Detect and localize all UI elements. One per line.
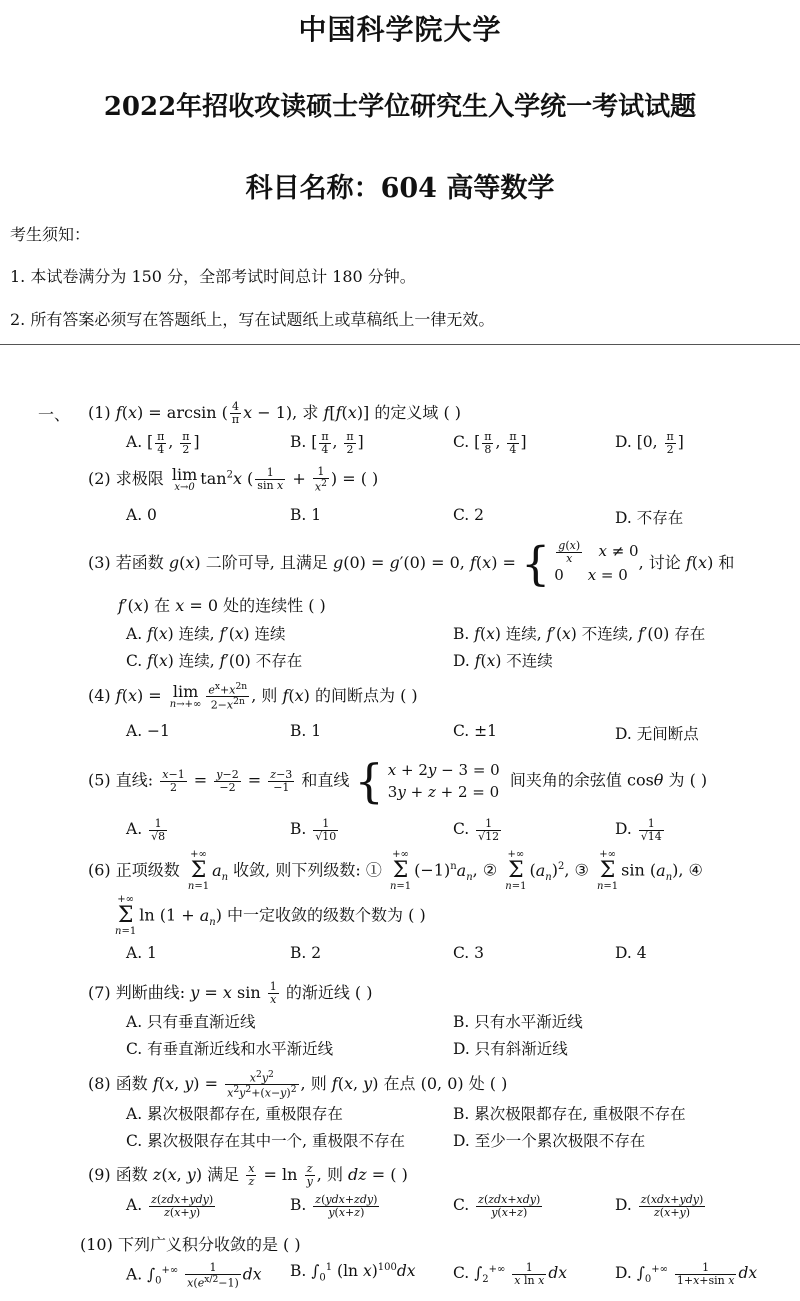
- question-number: (1): [88, 403, 111, 422]
- option-9d: D. $\frac{\text{z(xdx+ydy)}}{z(x+y)}$: [615, 1193, 704, 1219]
- question-1: (1) f(x) = arcsin ( $\frac{4}{\pi}$ x − 1), 求 f[f(x)] 的定义域 ( ): [88, 400, 462, 426]
- option-1b: B. [ $\frac{\pi}{4}$ , $\frac{\pi}{2}$ ]: [290, 430, 364, 456]
- option-10b: B. $\int_0^1$ (ln x)$^{100}$dx: [290, 1262, 416, 1284]
- question-8: (8) 函数 f(x, y) = $\frac{x^2y^2}{x^2y^2+(x-y)^2}$ , 则 f(x, y) 在点 (0, 0) 处 ( ): [88, 1069, 508, 1100]
- subject-title: 科目名称：604 高等数学: [245, 173, 555, 204]
- option-10a: A. $\int_0^{+\infty}$ $\frac{1}{x(e^{x/2}-1)}$ dx: [126, 1261, 262, 1290]
- question-7: (7) 判断曲线: y = x sin $\frac{1}{x}$ 的渐近线 ( ): [88, 980, 373, 1006]
- option-5b: B. $\frac{1}{√10}$: [290, 817, 337, 843]
- option-3a: A. f(x) 连续, f′(x) 连续: [126, 625, 286, 643]
- option-9b: B. $\frac{\text{z(ydx+zdy)}}{y(x+z)}$: [290, 1193, 378, 1219]
- option-6a: A. 1: [126, 944, 157, 962]
- question-3-line2: f′(x) 在 x = 0 处的连续性 ( ): [118, 596, 326, 615]
- question-5: (5) 直线: $\frac{x-1}{2}$ = $\frac{y-2}{-2}$ = $\frac{z-3}{-1}$ 和直线 { x + 2y − 3 = 0 3y + z + 2 = 0 间夹角的余弦值 cosθ 为 ( ): [88, 754, 708, 808]
- university-title: 中国科学院大学: [298, 13, 502, 46]
- notice-heading: 考生须知：: [10, 225, 91, 244]
- option-8d: D. 至少一个累次极限不存在: [453, 1132, 646, 1150]
- question-3: (3) 若函数 g(x) 二阶可导, 且满足 g(0) = g′(0) = 0, f(x) = { $\frac{g(x)}{x}$ x ≠ 0 0 x = 0 , 讨论 f(x) 和: [88, 536, 735, 591]
- option-5a: A. $\frac{1}{√8}$: [126, 817, 166, 843]
- notice-item-2: 2. 所有答案必须写在答题纸上，写在试题纸上或草稿纸上一律无效。: [10, 310, 495, 329]
- question-stem: f: [115, 403, 122, 422]
- option-4b: B. 1: [290, 722, 322, 740]
- option-7b: B. 只有水平渐近线: [453, 1013, 583, 1031]
- option-6b: B. 2: [290, 944, 322, 962]
- option-4c: C. ±1: [453, 722, 498, 740]
- option-4d: D. 无间断点: [615, 725, 699, 743]
- option-6c: C. 3: [453, 944, 485, 962]
- option-9c: C. $\frac{\text{z(zdx+xdy)}}{y(x+z)}$: [453, 1193, 541, 1219]
- divider: [0, 344, 800, 345]
- option-10c: C. $\int_2^{+\infty}$ $\frac{1}{\text{x ln x}}$ dx: [453, 1261, 567, 1287]
- question-4: (4) f(x) = lim n→+∞ $\frac{e^x+x^{2n}}{2-x^{2n}}$ , 则 f(x) 的间断点为 ( ): [88, 681, 418, 712]
- option-2b: B. 1: [290, 506, 322, 524]
- question-6: (6) 正项级数 +∞ Σ n=1 $a_n$ 收敛, 则下列级数: ① +∞ Σ n=1 $(-1)^na_n$, ② +∞ Σ n=1 $(a_n)^2$, ③ +∞ Σ n=1 $\sin (a_n)$, ④: [88, 849, 703, 892]
- question-6-line2: +∞ Σ n=1 $\ln (1 + a_n)$ 中一定收敛的级数个数为 ( ): [115, 894, 426, 937]
- question-9: (9) 函数 z(x, y) 满足 $\frac{x}{z}$ = ln $\frac{z}{y}$ , 则 dz = ( ): [88, 1162, 408, 1188]
- option-8a: A. 累次极限都存在, 重极限存在: [126, 1105, 343, 1123]
- question-2: (2) 求极限 lim x→0 $\tan^2x$ ( $\frac{1}{\text{sin x}}$ + $\frac{1}{x^2}$ ) = ( ): [88, 464, 379, 494]
- option-7a: A. 只有垂直渐近线: [126, 1013, 256, 1031]
- option-1c: C. [ $\frac{\pi}{8}$ , $\frac{\pi}{4}$ ]: [453, 430, 527, 456]
- option-6d: D. 4: [615, 944, 647, 962]
- option-4a: A. −1: [126, 722, 170, 740]
- option-9a: A. $\frac{\text{z(zdx+ydy)}}{z(x+y)}$: [126, 1193, 214, 1219]
- option-8c: C. 累次极限存在其中一个, 重极限不存在: [126, 1132, 406, 1150]
- option-5d: D. $\frac{1}{√14}$: [615, 817, 662, 843]
- option-7d: D. 只有斜渐近线: [453, 1040, 568, 1058]
- option-7c: C. 有垂直渐近线和水平渐近线: [126, 1040, 334, 1058]
- section-label: 一、: [38, 405, 71, 424]
- option-5c: C. $\frac{1}{√12}$: [453, 817, 500, 843]
- option-1d: D. [0, $\frac{\pi}{2}$ ]: [615, 430, 684, 456]
- option-3c: C. f(x) 连续, f′(0) 不存在: [126, 652, 303, 670]
- option-10d: D. $\int_0^{+\infty}$ $\frac{1}{\text{1+x+sin x}}$ dx: [615, 1261, 758, 1287]
- option-2a: A. 0: [126, 506, 157, 524]
- option-3d: D. f(x) 不连续: [453, 652, 553, 670]
- option-8b: B. 累次极限都存在, 重极限不存在: [453, 1105, 686, 1123]
- exam-title: 2022年招收攻读硕士学位研究生入学统一考试试题: [103, 92, 697, 122]
- option-3b: B. f(x) 连续, f′(x) 不连续, f′(0) 存在: [453, 625, 706, 643]
- option-1a: A. [ $\frac{\pi}{4}$ , $\frac{\pi}{2}$ ]: [126, 430, 200, 456]
- option-2d: D. 不存在: [615, 509, 684, 527]
- notice-item-1: 1. 本试卷满分为 150 分，全部考试时间总计 180 分钟。: [10, 267, 416, 286]
- question-10: (10) 下列广义积分收敛的是 ( ): [80, 1235, 301, 1254]
- option-2c: C. 2: [453, 506, 485, 524]
